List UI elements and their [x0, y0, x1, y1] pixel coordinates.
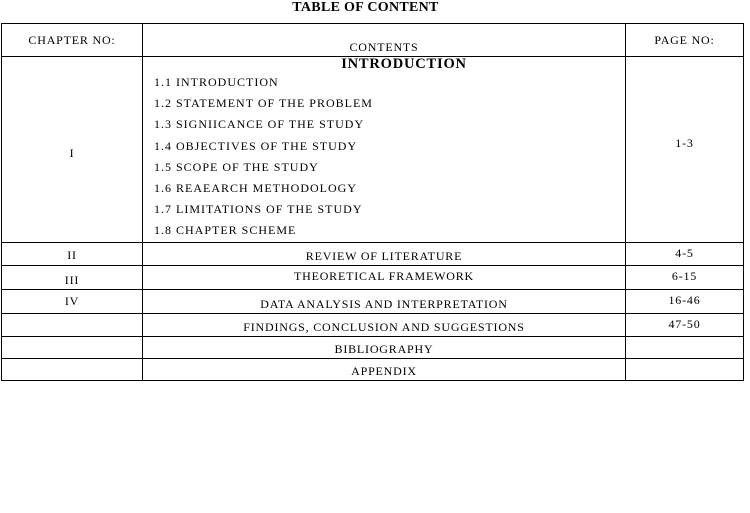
- table-row-intro: [2, 57, 744, 243]
- table-of-contents: [1, 23, 744, 381]
- subsection-item: 1.5 SCOPE OF THE STUDY: [154, 159, 319, 174]
- chapter-number: IV: [2, 289, 143, 313]
- page-range: 47-50: [626, 313, 744, 336]
- chapter-number: I: [2, 57, 143, 243]
- chapter-title: APPENDIX: [143, 358, 626, 380]
- header-contents: CONTENTS: [143, 24, 626, 57]
- chapter-number: [2, 358, 143, 380]
- table-row: [2, 358, 744, 380]
- chapter-title: FINDINGS, CONCLUSION AND SUGGESTIONS: [143, 313, 626, 336]
- subsection-item: 1.2 STATEMENT OF THE PROBLEM: [154, 96, 373, 111]
- page-range: 1-3: [626, 57, 744, 243]
- chapter-title: DATA ANALYSIS AND INTERPRETATION: [143, 289, 626, 313]
- intro-contents-cell: [143, 57, 626, 243]
- subsection-item: 1.1 INTRODUCTION: [154, 75, 279, 89]
- page-range: 16-46: [626, 289, 744, 313]
- chapter-number: [2, 336, 143, 358]
- header-page: PAGE NO:: [626, 24, 744, 57]
- table-row: [2, 336, 744, 358]
- table-row: [2, 242, 744, 265]
- chapter-number: III: [2, 265, 143, 289]
- page-range: 4-5: [626, 242, 744, 265]
- table-row: [2, 265, 744, 289]
- table-row: [2, 289, 744, 313]
- page-range: [626, 336, 744, 358]
- chapter-title: THEORETICAL FRAMEWORK: [143, 265, 626, 289]
- page-range: [626, 358, 744, 380]
- header-chapter: CHAPTER NO:: [2, 24, 143, 57]
- page-range: 6-15: [626, 265, 744, 289]
- chapter-title: REVIEW OF LITERATURE: [143, 242, 626, 265]
- chapter-title: BIBLIOGRAPHY: [143, 336, 626, 358]
- intro-heading: INTRODUCTION: [341, 56, 467, 72]
- chapter-number: II: [2, 242, 143, 265]
- subsection-item: 1.7 LIMITATIONS OF THE STUDY: [154, 202, 363, 217]
- table-row: [2, 313, 744, 336]
- chapter-number: [2, 313, 143, 336]
- subsection-item: 1.6 REAEARCH METHODOLOGY: [154, 181, 357, 196]
- subsection-item: 1.4 OBJECTIVES OF THE STUDY: [154, 138, 358, 153]
- document-title: TABLE OF CONTENT: [292, 0, 439, 15]
- subsection-item: 1.3 SIGNIICANCE OF THE STUDY: [154, 117, 365, 132]
- subsection-item: 1.8 CHAPTER SCHEME: [154, 223, 297, 238]
